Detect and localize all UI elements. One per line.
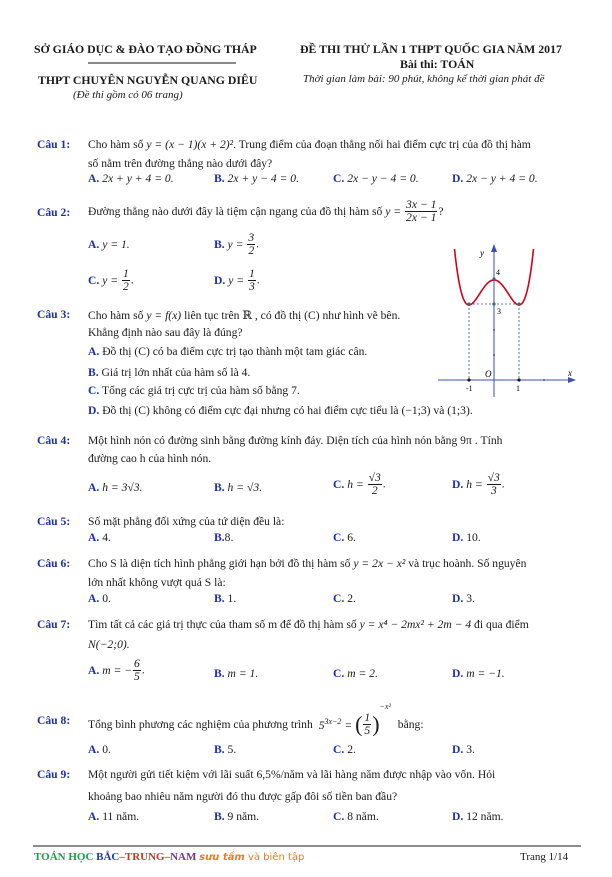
option-a[interactable]: A. 11 năm.	[88, 810, 140, 823]
option-c[interactable]: C. 2x − y − 4 = 0.	[333, 172, 419, 185]
option-a[interactable]: A. Đồ thị (C) có ba điểm cực trị tạo thành một tam giác cân.	[88, 345, 368, 358]
option-a[interactable]: A. 4.	[88, 531, 111, 544]
question-text: Cho S là diện tích hình phẳng giới hạn bởi đồ thị hàm số y = 2x − x² và trục hoành. Số nguyên	[88, 557, 527, 570]
option-a[interactable]: A. m = − $\frac{6}{5}$ .	[88, 657, 145, 684]
footer-credit: TOÁN HỌC BẮC–TRUNG–NAM sưu tầm và biên tập	[34, 851, 305, 863]
option-d[interactable]: D. 12 năm.	[452, 810, 504, 823]
y-axis-label: y	[480, 248, 484, 258]
option-c[interactable]: C. 2.	[333, 592, 356, 605]
formula: y = f(x)	[146, 309, 182, 322]
header-divider	[88, 62, 236, 64]
question-label: Câu 4:	[37, 434, 71, 447]
option-d[interactable]: D. y = $\frac{1}{3}$ .	[214, 267, 260, 294]
question-label: Câu 5:	[37, 515, 71, 528]
question-text-cont: khoảng bao nhiêu năm người đó thu được gấp đôi số tiền ban đầu?	[88, 790, 398, 803]
question-label: Câu 7:	[37, 618, 71, 631]
question-text: Một hình nón có đường sinh bằng đường kính đáy. Diện tích của hình nón bằng 9π . Tính	[88, 434, 503, 447]
min-point-right	[517, 302, 520, 305]
question-label: Câu 8:	[37, 714, 71, 727]
tick-label-y3: 3	[497, 307, 501, 316]
option-b[interactable]: B. 5.	[214, 743, 237, 756]
option-c[interactable]: C. 8 năm.	[333, 810, 379, 823]
origin-label: O	[485, 369, 492, 379]
option-c[interactable]: C. m = 2.	[333, 667, 378, 680]
question-text: Tìm tất cả các giá trị thực của tham số m để đồ thị hàm số y = x⁴ − 2mx² + 2m − 4 đi qua điểm	[88, 618, 529, 631]
question-text-cont: Khẳng định nào sau đây là đúng?	[88, 326, 243, 339]
function-graph	[430, 230, 600, 400]
question-text-cont: đường cao h của hình nón.	[88, 452, 212, 465]
option-a[interactable]: A. 2x + y + 4 = 0.	[88, 172, 174, 185]
question-text: Số mặt phẳng đối xứng của tứ diện đều là:	[88, 515, 285, 528]
question-label: Câu 6:	[37, 557, 71, 570]
question-text: Cho hàm số y = f(x) liên tục trên ℝ , có đồ thị (C) như hình vẽ bên.	[88, 309, 401, 322]
page-number: Trang 1/14	[520, 851, 569, 863]
formula: y = x⁴ − 2mx² + 2m − 4	[359, 618, 472, 631]
question-label: Câu 2:	[37, 206, 71, 219]
option-b[interactable]: B. 1.	[214, 592, 237, 605]
question-label: Câu 9:	[37, 768, 71, 781]
question-text-cont: lớn nhất không vượt quá S là:	[88, 576, 226, 589]
header-school: THPT CHUYÊN NGUYỄN QUANG DIÊU	[38, 73, 258, 87]
y-axis-arrow-icon	[491, 244, 497, 252]
tick-label-y4: 4	[496, 268, 500, 277]
option-d[interactable]: D. 3.	[452, 592, 475, 605]
formula: y = (x − 1)(x + 2)²	[146, 138, 234, 151]
option-b[interactable]: B. Giá trị lớn nhất của hàm số là 4.	[88, 366, 251, 379]
exam-subject: Bài thi: TOÁN	[400, 57, 475, 71]
option-d[interactable]: D. Đồ thị (C) không có điểm cực đại nhưng có hai điểm cực tiểu là (−1;3) và (1;3).	[88, 404, 473, 417]
exam-duration: Thời gian làm bài: 90 phút, không kể thời gian phát đề	[303, 73, 545, 85]
option-a[interactable]: A. 0.	[88, 592, 111, 605]
option-d[interactable]: D. 10.	[452, 531, 481, 544]
option-b[interactable]: B. m = 1.	[214, 667, 259, 680]
question-text: Một người gửi tiết kiệm với lãi suất 6,5%/năm và lãi hàng năm được nhập vào vốn. Hỏi	[88, 768, 496, 781]
option-c[interactable]: C. y = $\frac{1}{2}$ .	[88, 267, 134, 294]
option-c[interactable]: C. 6.	[333, 531, 356, 544]
header-department: SỞ GIÁO DỤC & ĐÀO TẠO ĐỒNG THÁP	[34, 42, 257, 56]
fraction: $\frac{3x - 1}{2x - 1}$	[406, 198, 437, 225]
option-b[interactable]: B. h = √3.	[214, 481, 263, 494]
option-d[interactable]: D. 3.	[452, 743, 475, 756]
option-c[interactable]: C. 2.	[333, 743, 356, 756]
question-text: Đường thẳng nào dưới đây là tiệm cận ngang của đồ thị hàm số y = $\frac{3x - 1}{2x - 1}$ ?	[88, 198, 444, 225]
option-d[interactable]: D. h = $\frac{√3}{3}$ .	[452, 471, 505, 498]
min-point-left	[467, 302, 470, 305]
formula: y = 2x − x²	[353, 557, 406, 570]
option-b[interactable]: B.8.	[214, 531, 234, 544]
option-c[interactable]: C. h = $\frac{√3}{2}$ .	[333, 471, 386, 498]
option-b[interactable]: B. y = $\frac{3}{2}$ .	[214, 231, 260, 258]
footer-divider	[33, 845, 581, 847]
question-label: Câu 3:	[37, 308, 71, 321]
question-text-cont: N(−2;0).	[88, 638, 130, 651]
x-axis-label: x	[568, 368, 572, 378]
option-d[interactable]: D. 2x − y + 4 = 0.	[452, 172, 538, 185]
tick-label-x1: 1	[516, 384, 520, 393]
option-b[interactable]: B. 2x + y − 4 = 0.	[214, 172, 299, 185]
question-label: Câu 1:	[37, 138, 71, 151]
max-point	[492, 277, 495, 280]
question-text-cont: số nằm trên đường thẳng nào dưới đây?	[88, 157, 273, 170]
option-b[interactable]: B. 9 năm.	[214, 810, 260, 823]
option-d[interactable]: D. m = −1.	[452, 667, 505, 680]
tick-label-xneg1: -1	[466, 384, 473, 393]
question-text: Cho hàm số y = (x − 1)(x + 2)². Trung điểm của đoạn thẳng nối hai điểm cực trị của đồ thị hàm	[88, 138, 531, 151]
header-page-count: (Đề thi gồm có 06 trang)	[73, 89, 183, 101]
option-a[interactable]: A. y = 1.	[88, 238, 130, 251]
option-c[interactable]: C. Tổng các giá trị cực trị của hàm số bằng 7.	[88, 384, 300, 397]
option-a[interactable]: A. 0.	[88, 743, 111, 756]
question-text: Tổng bình phương các nghiệm của phương trình $5^{3x-2}$ = ( $\frac{1}{5}$ )$^{-x^2}$ bằng:	[88, 702, 424, 737]
option-a[interactable]: A. h = 3√3.	[88, 481, 143, 494]
exam-title: ĐỀ THI THỬ LẦN 1 THPT QUỐC GIA NĂM 2017	[300, 42, 562, 56]
